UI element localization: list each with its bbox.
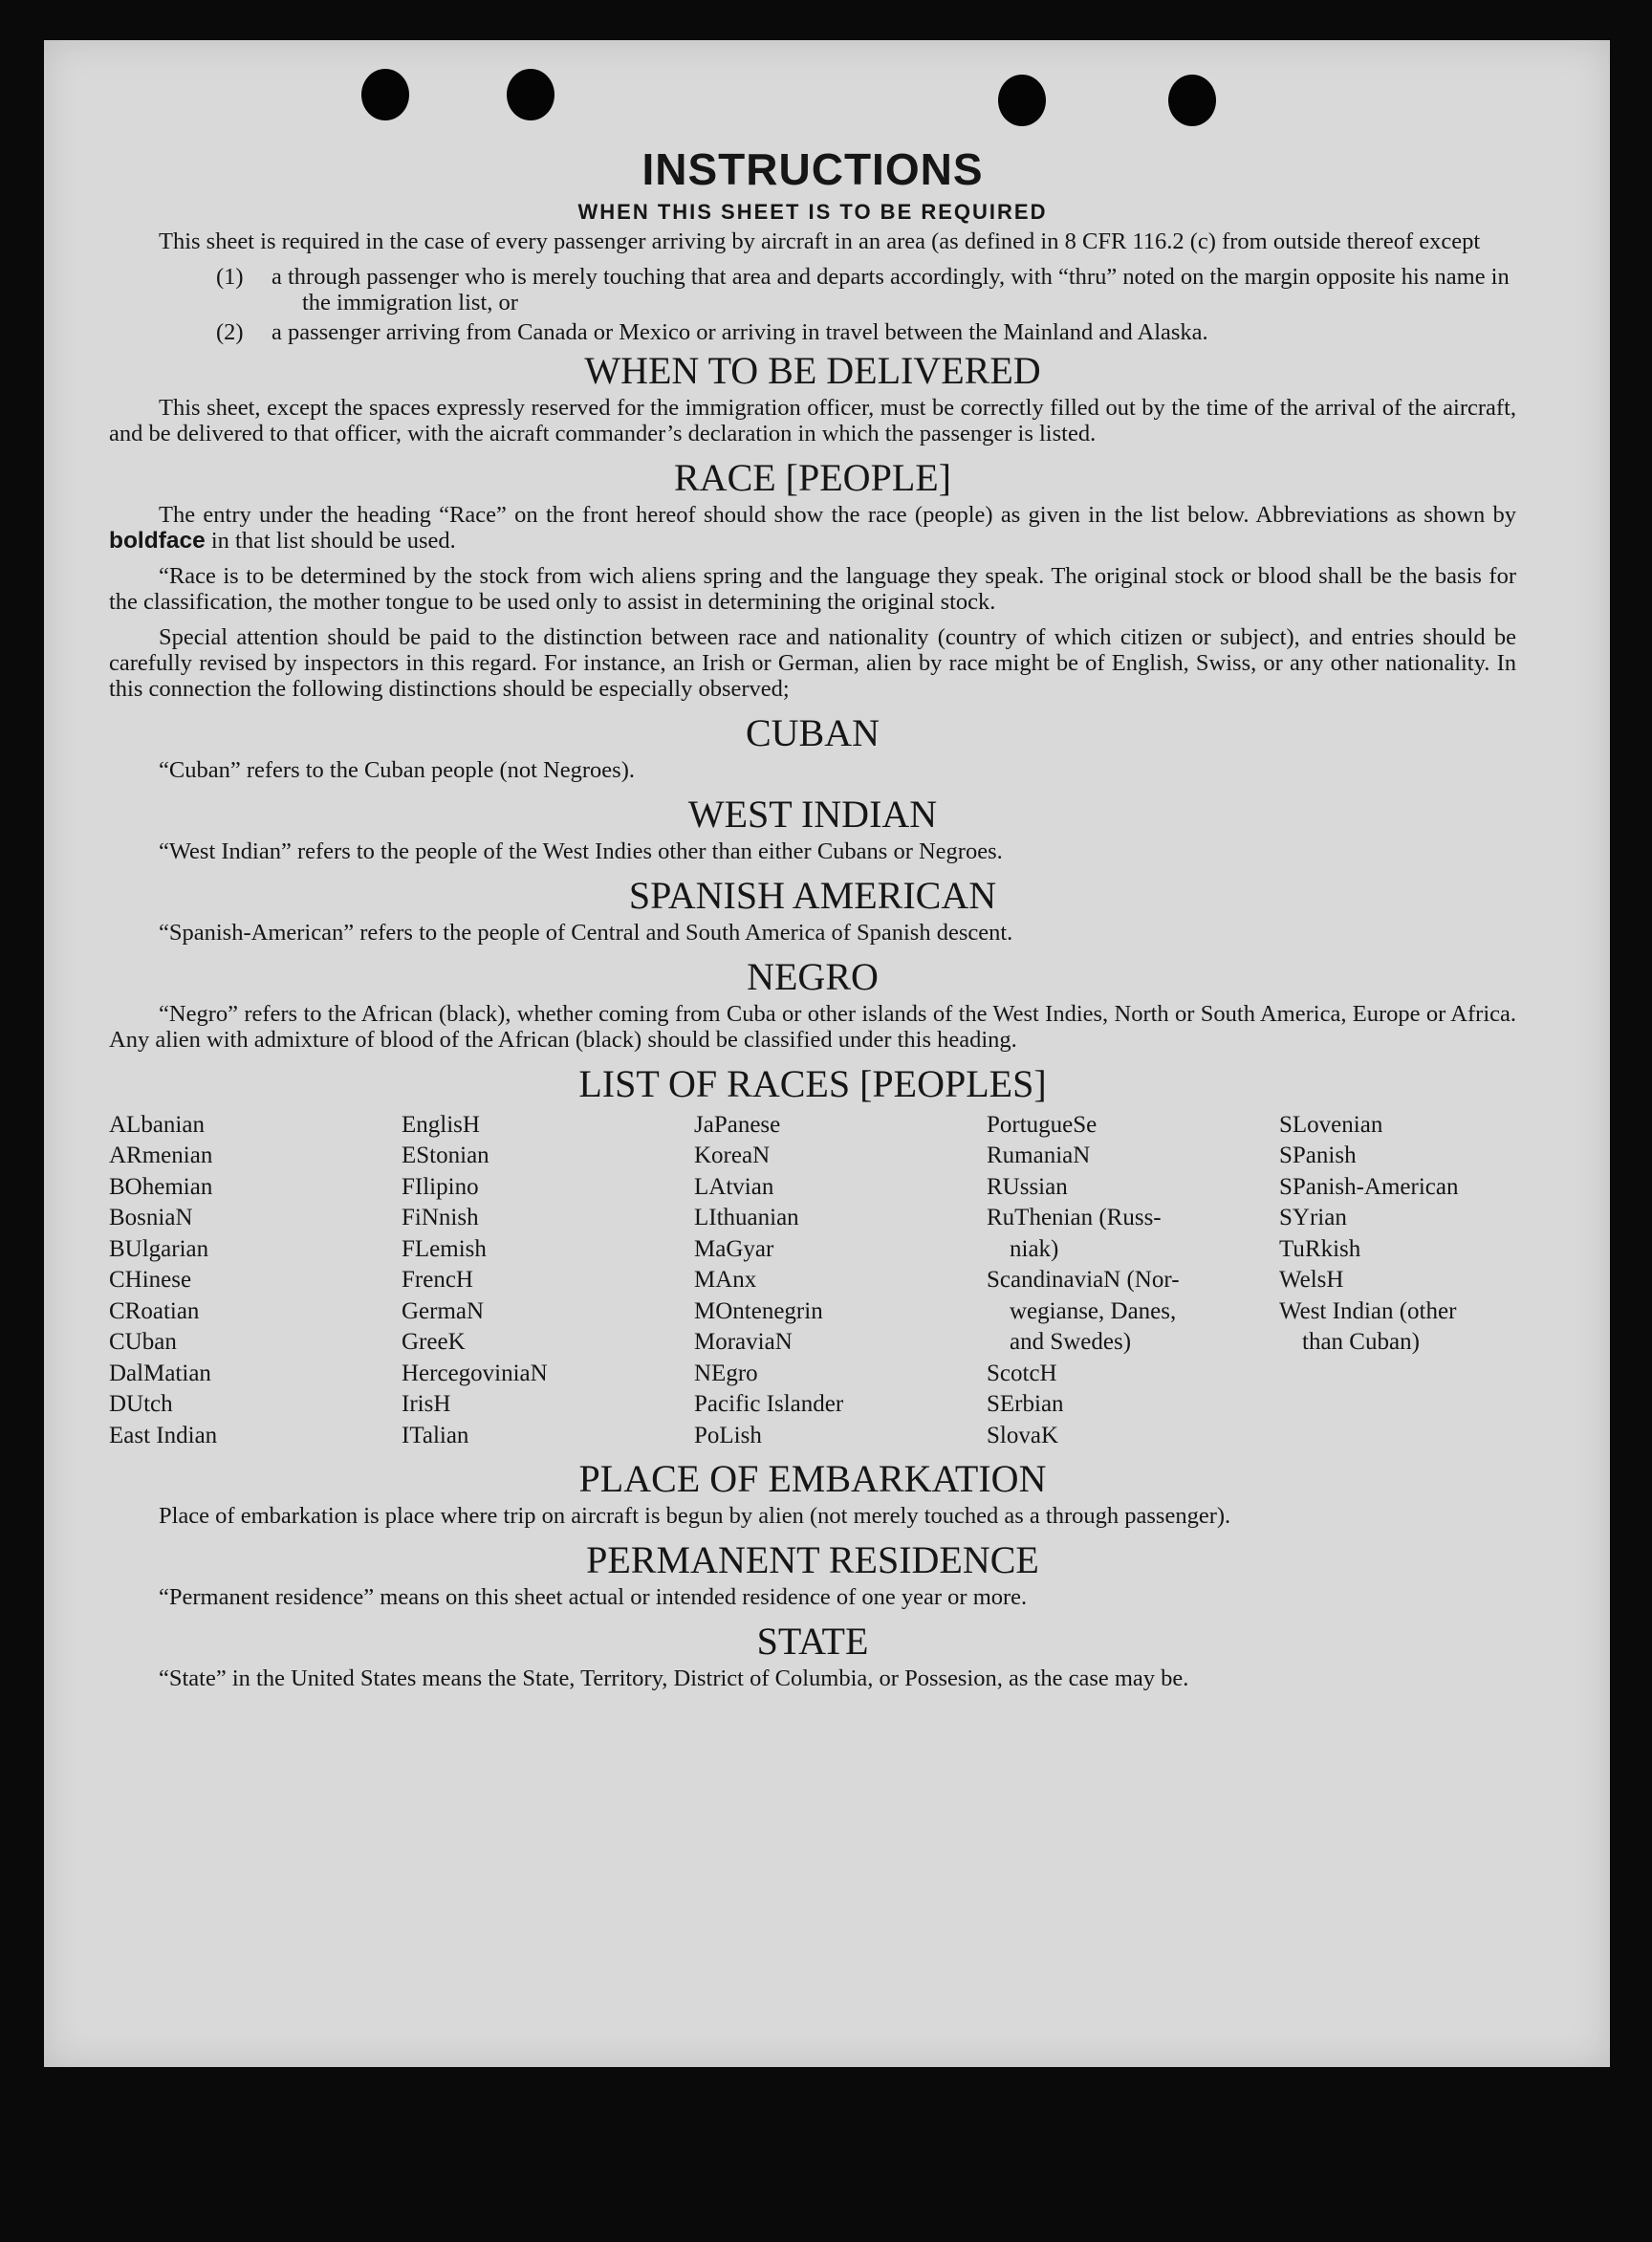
race-entry: PoLish: [694, 1422, 762, 1448]
race-entry: DUtch: [109, 1391, 173, 1418]
punch-hole: [507, 69, 554, 120]
race-entry: ITalian: [402, 1422, 469, 1448]
spanish-american-paragraph: “Spanish-American” refers to the people of Central and South America of Spanish descent.: [159, 919, 1013, 946]
page-title: INSTRUCTIONS: [641, 144, 984, 194]
race-entry: SPanish-American: [1279, 1173, 1459, 1200]
race-entry: IrisH: [402, 1391, 451, 1418]
race-entry: RumaniaN: [987, 1143, 1091, 1169]
embarkation-paragraph: Place of embarkation is place where trip on aircraft is begun by alien (not merely touched as a through passenger).: [159, 1503, 1231, 1530]
race-entry: East Indian: [109, 1422, 218, 1448]
race-entry: MaGyar: [694, 1235, 774, 1262]
race-entry: CHinese: [109, 1267, 192, 1294]
section-heading-negro: NEGRO: [747, 954, 879, 998]
race-entry: ARmenian: [109, 1143, 213, 1169]
race-entry: MOntenegrin: [694, 1297, 823, 1324]
section-heading-race: RACE [PEOPLE]: [674, 455, 951, 499]
races-column-4: [987, 1110, 1279, 1452]
race-entry: FLemish: [402, 1235, 487, 1262]
punch-hole: [1168, 75, 1216, 126]
section-heading-delivered: WHEN TO BE DELIVERED: [584, 348, 1041, 392]
race-entry: niak): [1010, 1235, 1059, 1262]
race-entry: PortugueSe: [987, 1111, 1098, 1138]
race-entry: RUssian: [987, 1173, 1068, 1200]
exception-item: (1) a through passenger who is merely touching that area and departs accordingly, with “thru” noted on the margin opposite his name in the immigration list, or: [216, 263, 1510, 316]
punch-hole: [998, 75, 1046, 126]
races-column-5: [1279, 1110, 1516, 1452]
section-heading-residence: PERMANENT RESIDENCE: [586, 1538, 1039, 1582]
race-entry: GermaN: [402, 1297, 485, 1324]
race-paragraph-1: The entry under the heading “Race” on the front hereof should show the race (people) as given in the list below. Abbreviations as shown by boldface in that list should be used.: [109, 501, 1516, 554]
race-entry: FIlipino: [402, 1173, 479, 1200]
race-entry: and Swedes): [1010, 1329, 1132, 1356]
document-body: [109, 145, 1516, 1701]
page-subtitle: WHEN THIS SHEET IS TO BE REQUIRED: [577, 199, 1048, 224]
races-column-2: [402, 1110, 694, 1452]
document-page: [44, 40, 1610, 2067]
race-paragraph-3: Special attention should be paid to the distinction between race and nationality (country of which citizen or subject), and entries should be carefully revised by inspectors in this regard. For instance, an Irish or German, alien by race might be of English, Swiss, or any other nationality. In this connection the following distinctions should be especially observed;: [109, 623, 1516, 702]
residence-paragraph: “Permanent residence” means on this sheet actual or intended residence of one year or more.: [159, 1584, 1028, 1611]
intro-paragraph: This sheet is required in the case of every passenger arriving by aircraft in an area (as defined in 8 CFR 116.2 (c) from outside thereof except: [159, 228, 1481, 254]
race-paragraph-2: “Race is to be determined by the stock from wich aliens spring and the language they speak. The original stock or blood shall be the basis for the classification, the mother tongue to be used only to assist in determining the original stock.: [109, 562, 1516, 615]
race-entry: TuRkish: [1279, 1235, 1361, 1262]
race-entry: MAnx: [694, 1267, 757, 1294]
section-heading-west-indian: WEST INDIAN: [687, 792, 938, 836]
race-entry: FrencH: [402, 1267, 473, 1294]
west-indian-paragraph: “West Indian” refers to the people of the West Indies other than either Cubans or Negroes.: [159, 838, 1003, 864]
race-entry: DalMatian: [109, 1360, 211, 1386]
race-entry: HercegoviniaN: [402, 1360, 548, 1386]
race-entry: RuThenian (Russ-: [987, 1205, 1162, 1231]
cuban-paragraph: “Cuban” refers to the Cuban people (not Negroes).: [159, 756, 635, 783]
race-entry: SErbian: [987, 1391, 1064, 1418]
race-entry: EStonian: [402, 1143, 489, 1169]
race-entry: SYrian: [1279, 1205, 1347, 1231]
race-entry: Pacific Islander: [694, 1391, 844, 1418]
race-entry: CUban: [109, 1329, 177, 1356]
race-entry: wegianse, Danes,: [1010, 1297, 1177, 1324]
race-entry: BUlgarian: [109, 1235, 209, 1262]
race-entry: ScandinaviaN (Nor-: [987, 1267, 1180, 1294]
negro-paragraph: “Negro” refers to the African (black), whether coming from Cuba or other islands of the West Indies, North or South America, Europe or Africa. Any alien with admixture of blood of the African (black) should be classified under this heading.: [109, 1000, 1516, 1053]
race-entry: SPanish: [1279, 1143, 1357, 1169]
race-entry: West Indian (other: [1279, 1297, 1457, 1324]
section-heading-spanish-american: SPANISH AMERICAN: [628, 873, 997, 917]
section-heading-list-of-races: LIST OF RACES [PEOPLES]: [578, 1061, 1047, 1105]
race-entry: GreeK: [402, 1329, 466, 1356]
race-entry: SLovenian: [1279, 1111, 1383, 1138]
race-entry: BosniaN: [109, 1205, 193, 1231]
race-entry: KoreaN: [694, 1143, 771, 1169]
races-list: [109, 1110, 1516, 1452]
race-entry: SlovaK: [987, 1422, 1058, 1448]
section-heading-embarkation: PLACE OF EMBARKATION: [578, 1457, 1047, 1501]
section-heading-cuban: CUBAN: [745, 710, 880, 754]
race-entry: CRoatian: [109, 1297, 200, 1324]
race-entry: MoraviaN: [694, 1329, 793, 1356]
race-entry: LAtvian: [694, 1173, 774, 1200]
races-column-1: [109, 1110, 402, 1452]
punch-hole: [361, 69, 409, 120]
state-paragraph: “State” in the United States means the State, Territory, District of Columbia, or Possesion, as the case may be.: [159, 1665, 1189, 1692]
race-entry: BOhemian: [109, 1173, 213, 1200]
race-entry: LIthuanian: [694, 1205, 799, 1231]
exception-item: (2) a passenger arriving from Canada or Mexico or arriving in travel between the Mainland and Alaska.: [216, 318, 1208, 345]
race-entry: ALbanian: [109, 1111, 205, 1138]
race-entry: than Cuban): [1302, 1329, 1420, 1356]
race-entry: ScotcH: [987, 1360, 1057, 1386]
races-column-3: [694, 1110, 987, 1452]
race-entry: NEgro: [694, 1360, 758, 1386]
race-entry: FiNnish: [402, 1205, 479, 1231]
race-entry: JaPanese: [694, 1111, 781, 1138]
race-entry: EnglisH: [402, 1111, 480, 1138]
delivered-paragraph: This sheet, except the spaces expressly reserved for the immigration officer, must be correctly filled out by the time of the arrival of the aircraft, and be delivered to that officer, with the aicraft commander’s declaration in which the passenger is listed.: [109, 394, 1516, 446]
race-entry: WelsH: [1279, 1267, 1344, 1294]
section-heading-state: STATE: [756, 1620, 869, 1664]
